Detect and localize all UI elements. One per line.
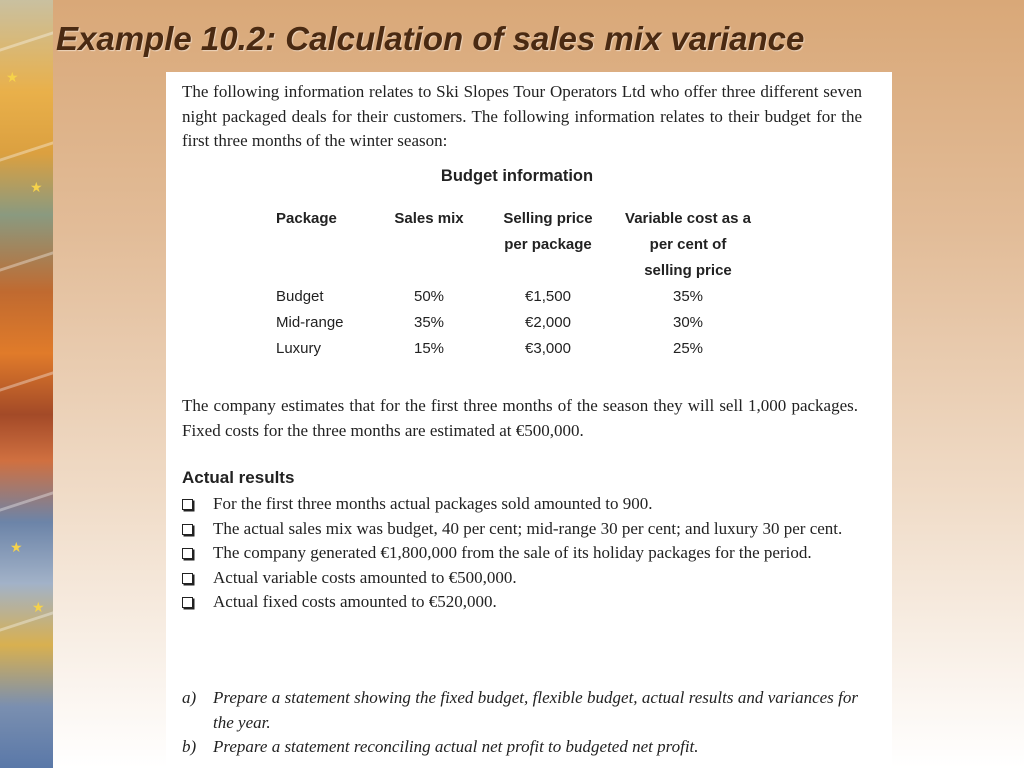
table-row <box>276 284 766 310</box>
intro-paragraph: The following information relates to Ski Slopes Tour Operators Ltd who offer three different seven night packaged deals for their customers. The following information relates to their budget for the first three months of the winter season: <box>182 82 862 150</box>
star-icon: ★ <box>32 600 45 616</box>
list-item: For the first three months actual packages sold amounted to 900. <box>182 492 858 517</box>
actual-results-list <box>182 492 858 615</box>
slide-title: Example 10.2: Calculation of sales mix variance <box>56 20 805 57</box>
list-item: Actual fixed costs amounted to €520,000. <box>182 590 858 615</box>
column-header-sales-mix: Sales mix <box>394 210 464 227</box>
actual-results-heading: Actual results <box>182 468 295 487</box>
star-icon: ★ <box>10 540 23 556</box>
estimate-paragraph: The company estimates that for the first three months of the season they will sell 1,000 packages. Fixed costs for the three months are estimated at €500,000. <box>182 396 858 440</box>
task-list <box>182 686 858 760</box>
selling-price-cell: €1,500 <box>525 288 571 305</box>
selling-price-cell: €3,000 <box>525 340 571 357</box>
sales-mix-cell: 15% <box>413 340 445 357</box>
column-header-selling-price: Selling price per package <box>503 210 593 253</box>
checkbox-bullet-icon <box>182 573 193 584</box>
column-header-package: Package <box>276 210 337 227</box>
package-cell: Luxury <box>276 340 322 357</box>
budget-information-heading: Budget information <box>440 167 594 185</box>
star-icon: ★ <box>30 180 43 196</box>
column-header-variable-cost: Variable cost as a per cent of selling price <box>625 210 751 279</box>
package-cell: Mid-range <box>276 314 344 331</box>
budget-table-header-row <box>276 206 766 284</box>
table-row <box>276 336 766 362</box>
budget-table <box>276 206 766 362</box>
sales-mix-cell: 50% <box>413 288 445 305</box>
task-item: a) Prepare a statement showing the fixed budget, flexible budget, actual results and variances for the year. <box>182 688 858 732</box>
variable-cost-cell: 25% <box>672 340 704 357</box>
task-marker: b) <box>182 737 197 756</box>
checkbox-bullet-icon <box>182 597 193 608</box>
decorative-banknote-strip <box>0 0 53 768</box>
table-row <box>276 310 766 336</box>
list-item: The actual sales mix was budget, 40 per cent; mid-range 30 per cent; and luxury 30 per cent. <box>182 517 858 542</box>
checkbox-bullet-icon <box>182 524 193 535</box>
list-item: Actual variable costs amounted to €500,000. <box>182 566 858 591</box>
task-marker: a) <box>182 688 197 707</box>
sales-mix-cell: 35% <box>413 314 445 331</box>
selling-price-cell: €2,000 <box>525 314 571 331</box>
star-icon: ★ <box>6 70 19 86</box>
task-item: b) Prepare a statement reconciling actual net profit to budgeted net profit. <box>182 735 858 760</box>
variable-cost-cell: 30% <box>672 314 704 331</box>
checkbox-bullet-icon <box>182 548 193 559</box>
list-item: The company generated €1,800,000 from the sale of its holiday packages for the period. <box>182 541 858 566</box>
package-cell: Budget <box>276 288 324 305</box>
example-content-panel <box>166 72 892 768</box>
variable-cost-cell: 35% <box>672 288 704 305</box>
checkbox-bullet-icon <box>182 499 193 510</box>
